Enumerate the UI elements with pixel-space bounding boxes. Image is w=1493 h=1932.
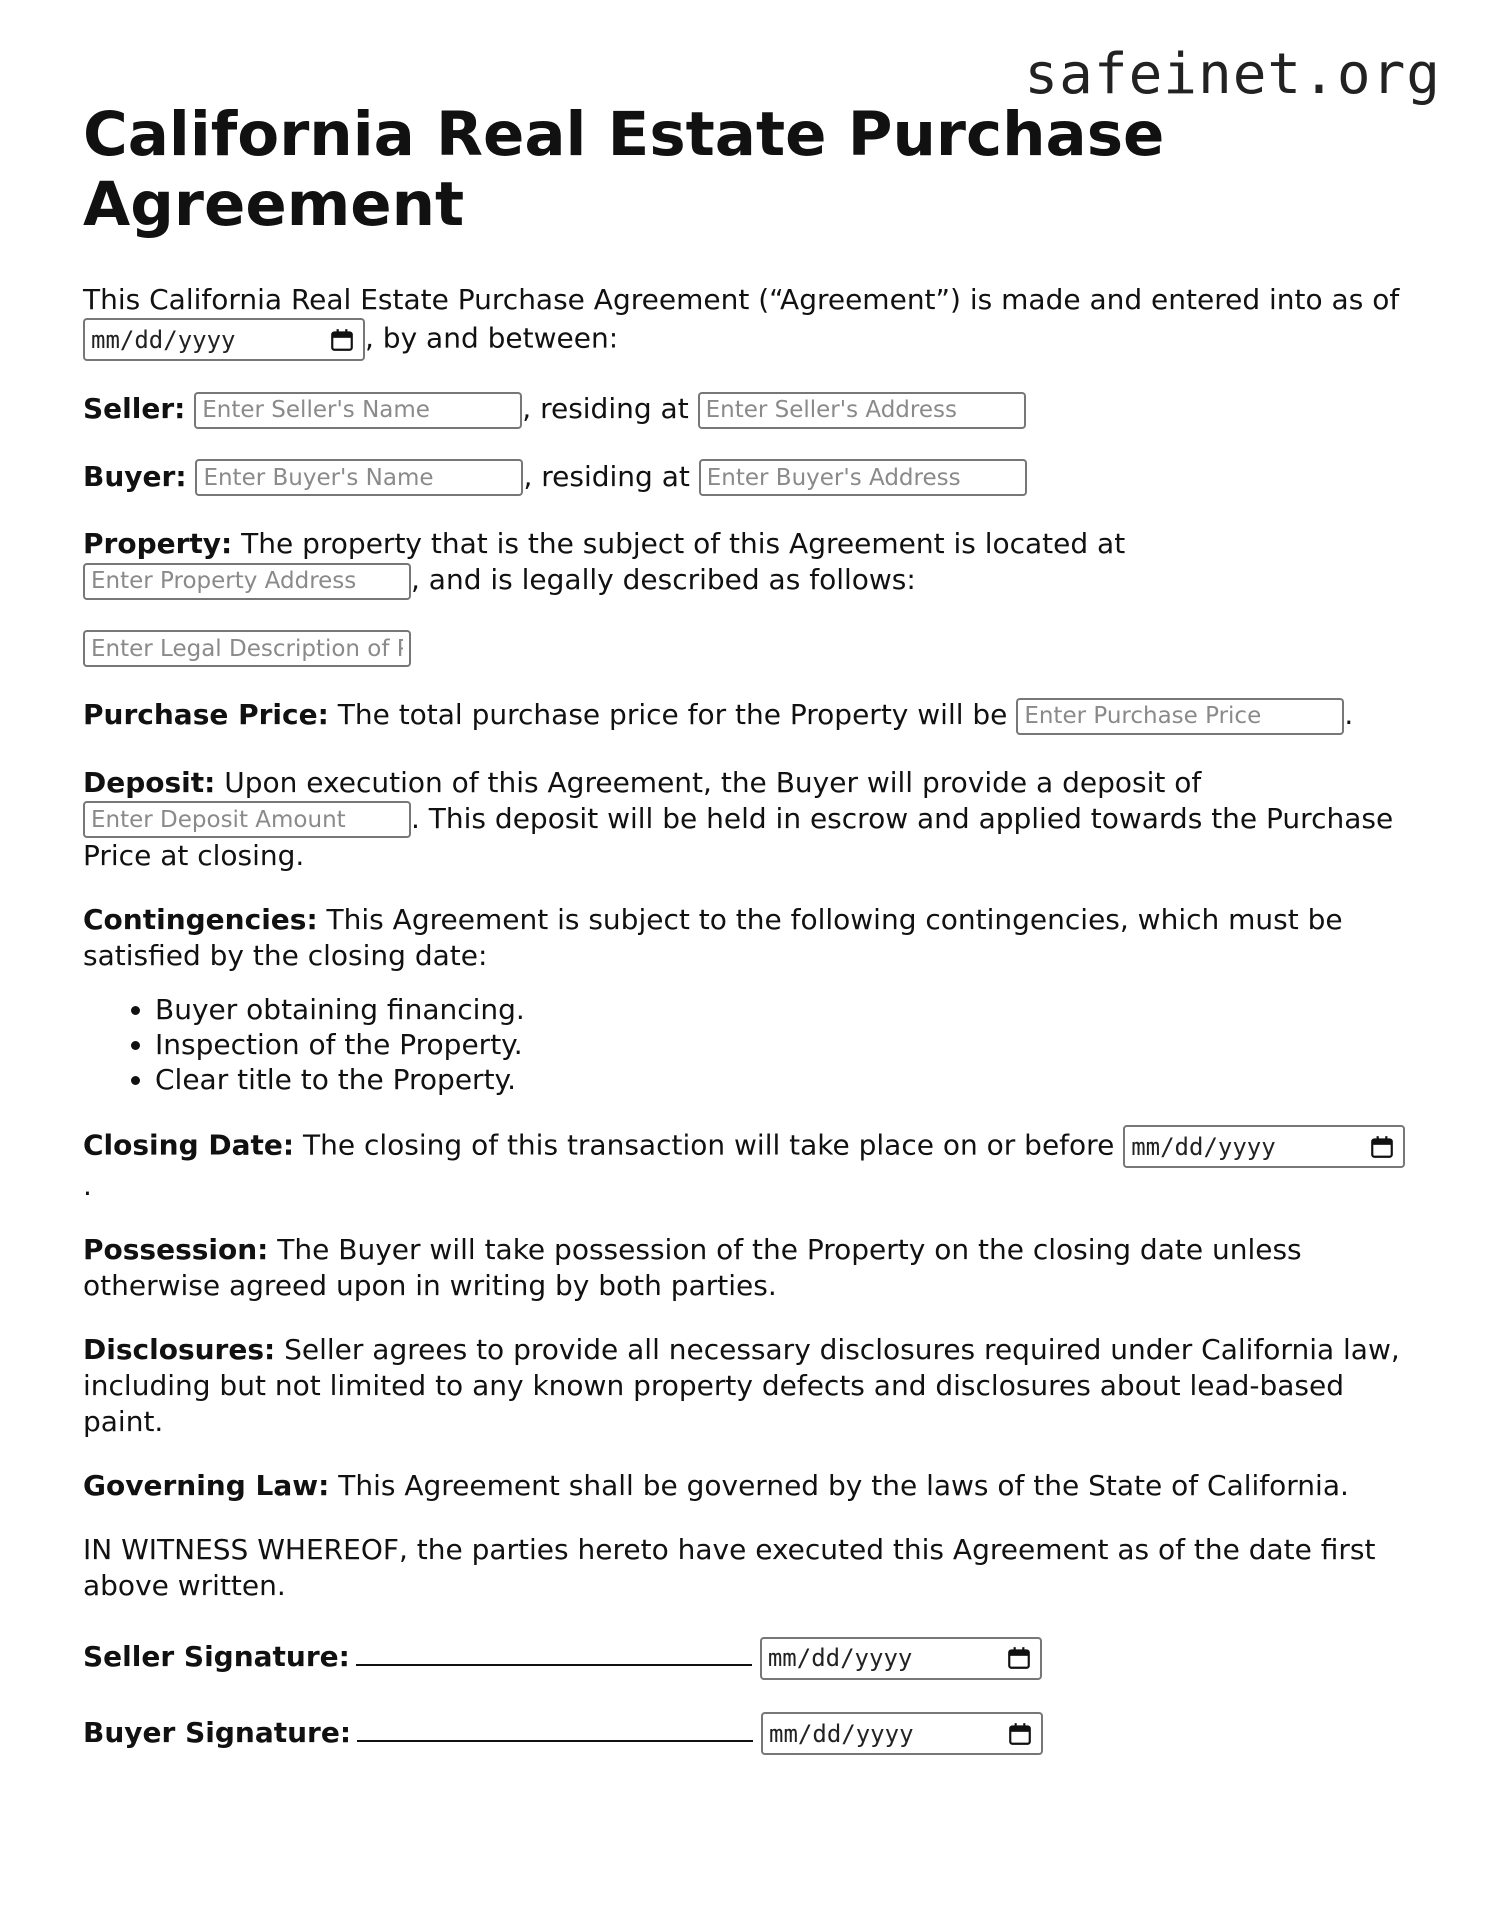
agreement-date-input[interactable] [83, 318, 365, 361]
witness-paragraph: IN WITNESS WHEREOF, the parties hereto have executed this Agreement as of the date first above written. [83, 1533, 1376, 1602]
buyer-name-input[interactable] [195, 459, 523, 496]
property-label: Property: [83, 527, 233, 560]
seller-signature-row [83, 1634, 1413, 1680]
seller-label: Seller: [83, 392, 186, 425]
page-title: California Real Estate Purchase Agreement [83, 99, 1165, 240]
contingencies-text: This Agreement is subject to the following contingencies, which must be satisfied by the closing date: [83, 903, 1343, 972]
buyer-row [83, 459, 1413, 497]
calendar-icon[interactable] [1369, 1134, 1395, 1160]
property-paragraph [83, 526, 1413, 600]
seller-signature-line[interactable] [356, 1634, 752, 1666]
disclosures-label: Disclosures: [83, 1333, 276, 1366]
seller-address-input[interactable] [698, 392, 1026, 429]
seller-residing-text: , residing at [522, 392, 698, 425]
date-placeholder: mm/dd/yyyy [91, 325, 236, 354]
calendar-icon[interactable] [1006, 1645, 1032, 1671]
closing-date-period: . [83, 1169, 92, 1202]
contingencies-label: Contingencies: [83, 903, 318, 936]
watermark: safeinet.org [1024, 42, 1441, 107]
date-placeholder: mm/dd/yyyy [769, 1719, 914, 1748]
possession-label: Possession: [83, 1233, 269, 1266]
property-text-after: , and is legally described as follows: [411, 563, 916, 596]
agreement-document [83, 100, 1413, 1755]
calendar-icon[interactable] [329, 327, 355, 353]
buyer-signature-row [83, 1710, 1413, 1756]
possession-paragraph [83, 1232, 1413, 1304]
closing-date-input[interactable] [1123, 1125, 1405, 1168]
deposit-amount-input[interactable] [83, 801, 411, 838]
buyer-signature-line[interactable] [357, 1710, 753, 1742]
buyer-address-input[interactable] [699, 459, 1027, 496]
disclosures-text: Seller agrees to provide all necessary disclosures required under California law, including but not limited to any known property defects and disclosures about lead-based paint. [83, 1333, 1400, 1438]
intro-text-after: , by and between: [365, 321, 619, 355]
closing-date-label: Closing Date: [83, 1128, 295, 1162]
buyer-signature-date-input[interactable] [761, 1712, 1043, 1755]
closing-date-paragraph [83, 1125, 1413, 1204]
buyer-residing-text: , residing at [523, 459, 699, 493]
seller-signature-label: Seller Signature: [83, 1640, 350, 1673]
deposit-text: Upon execution of this Agreement, the Buyer will provide a deposit of [215, 765, 1202, 799]
seller-row [83, 391, 1413, 429]
contingencies-list [83, 992, 1413, 1097]
buyer-signature-label: Buyer Signature: [83, 1715, 352, 1749]
legal-description-row [83, 630, 1413, 668]
deposit-label: Deposit: [83, 765, 216, 799]
list-item: • Inspection of the Property. [155, 1027, 1413, 1062]
list-item: • Buyer obtaining financing. [155, 992, 1413, 1027]
purchase-price-period: . [1344, 698, 1354, 731]
deposit-paragraph [83, 765, 1413, 875]
intro-text: This California Real Estate Purchase Agreement (“Agreement”) is made and entered into as of [83, 283, 1400, 316]
intro-paragraph [83, 282, 1413, 361]
disclosures-paragraph [83, 1332, 1413, 1440]
deposit-text-after: . This deposit will be held in escrow and applied towards the Purchase Price at closing. [83, 801, 1394, 872]
governing-law-text: This Agreement shall be governed by the laws of the State of California. [329, 1469, 1349, 1502]
legal-description-input[interactable] [83, 630, 411, 667]
seller-name-input[interactable] [194, 392, 522, 429]
property-text: The property that is the subject of this Agreement is located at [232, 527, 1126, 560]
date-placeholder: mm/dd/yyyy [767, 1644, 913, 1672]
purchase-price-paragraph [83, 697, 1413, 735]
governing-law-paragraph [83, 1468, 1413, 1504]
purchase-price-text: The total purchase price for the Property will be [328, 698, 1017, 731]
list-item: • Clear title to the Property. [155, 1062, 1413, 1097]
purchase-price-label: Purchase Price: [83, 698, 329, 731]
property-address-input[interactable] [83, 563, 411, 600]
seller-signature-date-input[interactable] [760, 1637, 1042, 1680]
buyer-label: Buyer: [83, 459, 187, 493]
governing-law-label: Governing Law: [83, 1469, 330, 1502]
closing-date-text: The closing of this transaction will take place on or before [294, 1128, 1124, 1162]
contingencies-paragraph [83, 902, 1413, 974]
possession-text: The Buyer will take possession of the Property on the closing date unless otherwise agreed upon in writing by both parties. [83, 1233, 1302, 1302]
calendar-icon[interactable] [1007, 1721, 1033, 1747]
date-placeholder: mm/dd/yyyy [1131, 1132, 1276, 1161]
purchase-price-input[interactable] [1016, 698, 1344, 735]
